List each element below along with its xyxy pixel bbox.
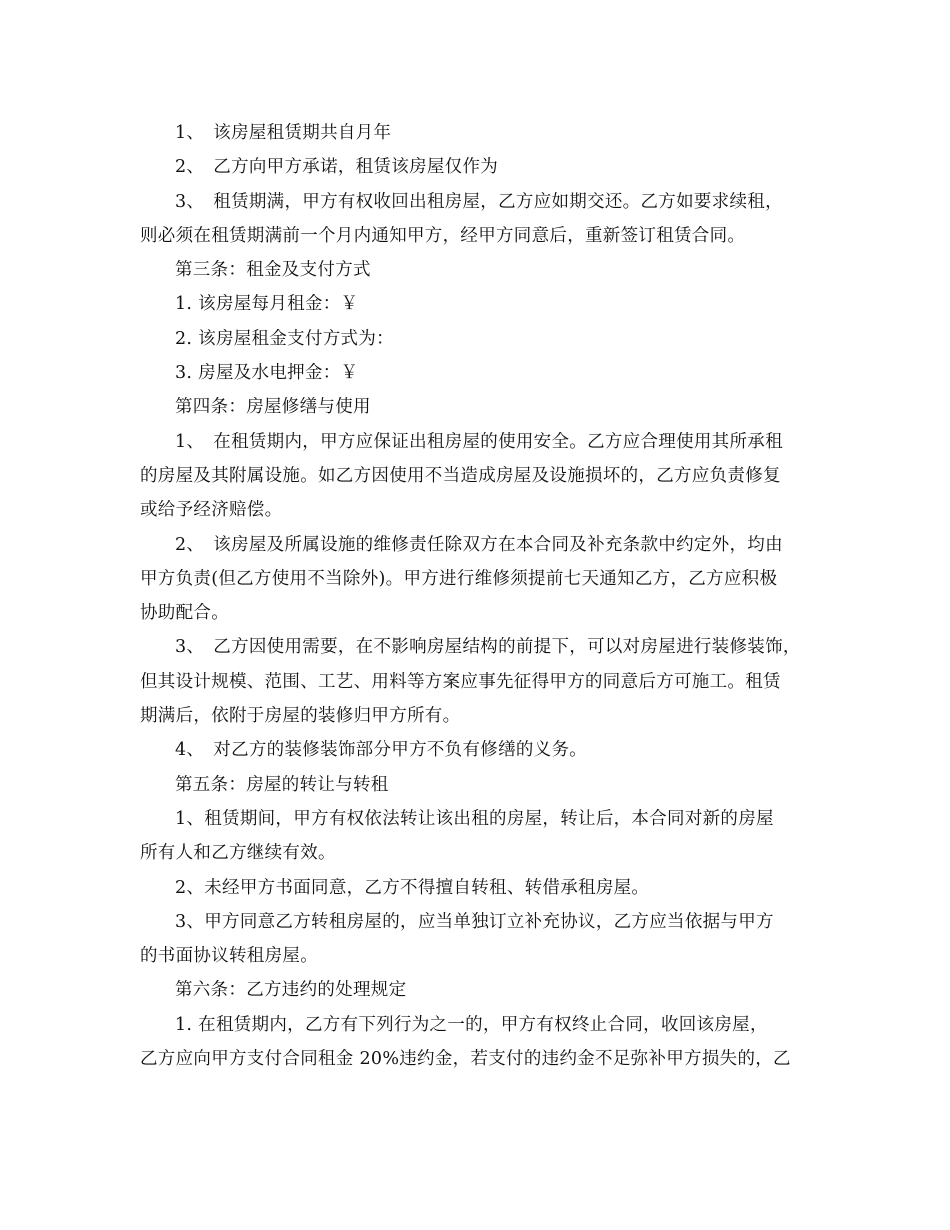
- clause-line: 3、 租赁期满，甲方有权收回出租房屋，乙方应如期交还。乙方如要求续租，: [175, 191, 783, 212]
- document-body: [140, 116, 820, 1076]
- clause-line: 3、甲方同意乙方转租房屋的，应当单独订立补充协议，乙方应当依据与甲方: [175, 911, 774, 932]
- clause-line: 但其设计规模、范围、工艺、用料等方案应事先征得甲方的同意后方可施工。租赁: [140, 671, 781, 692]
- article-heading: 第三条：租金及支付方式: [175, 260, 371, 281]
- clause-line: 乙方应向甲方支付合同租金 20%违约金，若支付的违约金不足弥补甲方损失的，乙: [140, 1049, 791, 1070]
- clause-line: 或给予经济赔偿。: [140, 500, 283, 521]
- clause-line: 1、租赁期间，甲方有权依法转让该出租的房屋，转让后，本合同对新的房屋: [175, 808, 774, 829]
- clause-line: 所有人和乙方继续有效。: [140, 843, 336, 864]
- article-heading: 第六条：乙方违约的处理规定: [175, 980, 407, 1001]
- clause-line: 甲方负责(但乙方使用不当除外)。甲方进行维修须提前七天通知乙方，乙方应积极: [140, 568, 778, 589]
- clause-line: 1、 该房屋租赁期共自月年: [175, 123, 392, 143]
- clause-line: 的书面协议转租房屋。: [140, 946, 318, 967]
- clause-line: 2、 该房屋及所属设施的维修责任除双方在本合同及补充条款中约定外，均由: [175, 534, 783, 555]
- clause-line: 3、 乙方因使用需要，在不影响房屋结构的前提下，可以对房屋进行装修装饰，: [175, 637, 801, 658]
- clause-line: 3. 房屋及水电押金：￥: [175, 363, 359, 384]
- clause-line: 2、 乙方向甲方承诺，租赁该房屋仅作为: [175, 157, 499, 178]
- clause-line: 1. 该房屋每月租金：￥: [175, 294, 359, 315]
- clause-line: 4、 对乙方的装修装饰部分甲方不负有修缮的义务。: [175, 740, 588, 761]
- clause-line: 期满后，依附于房屋的装修归甲方所有。: [140, 706, 461, 727]
- article-heading: 第四条：房屋修缮与使用: [175, 397, 371, 418]
- article-heading: 第五条：房屋的转让与转租: [175, 774, 389, 795]
- clause-line: 的房屋及其附属设施。如乙方因使用不当造成房屋及设施损坏的，乙方应负责修复: [140, 465, 781, 486]
- clause-line: 1. 在租赁期内，乙方有下列行为之一的，甲方有权终止合同，收回该房屋，: [175, 1014, 768, 1035]
- clause-line: 2、未经甲方书面同意，乙方不得擅自转租、转借承租房屋。: [175, 877, 650, 898]
- clause-line: 则必须在租赁期满前一个月内通知甲方，经甲方同意后，重新签订租赁合同。: [140, 225, 746, 246]
- clause-line: 1、 在租赁期内，甲方应保证出租房屋的使用安全。乙方应合理使用其所承租: [175, 431, 783, 452]
- clause-line: 2. 该房屋租金支付方式为：: [175, 328, 394, 349]
- clause-line: 协助配合。: [140, 603, 229, 624]
